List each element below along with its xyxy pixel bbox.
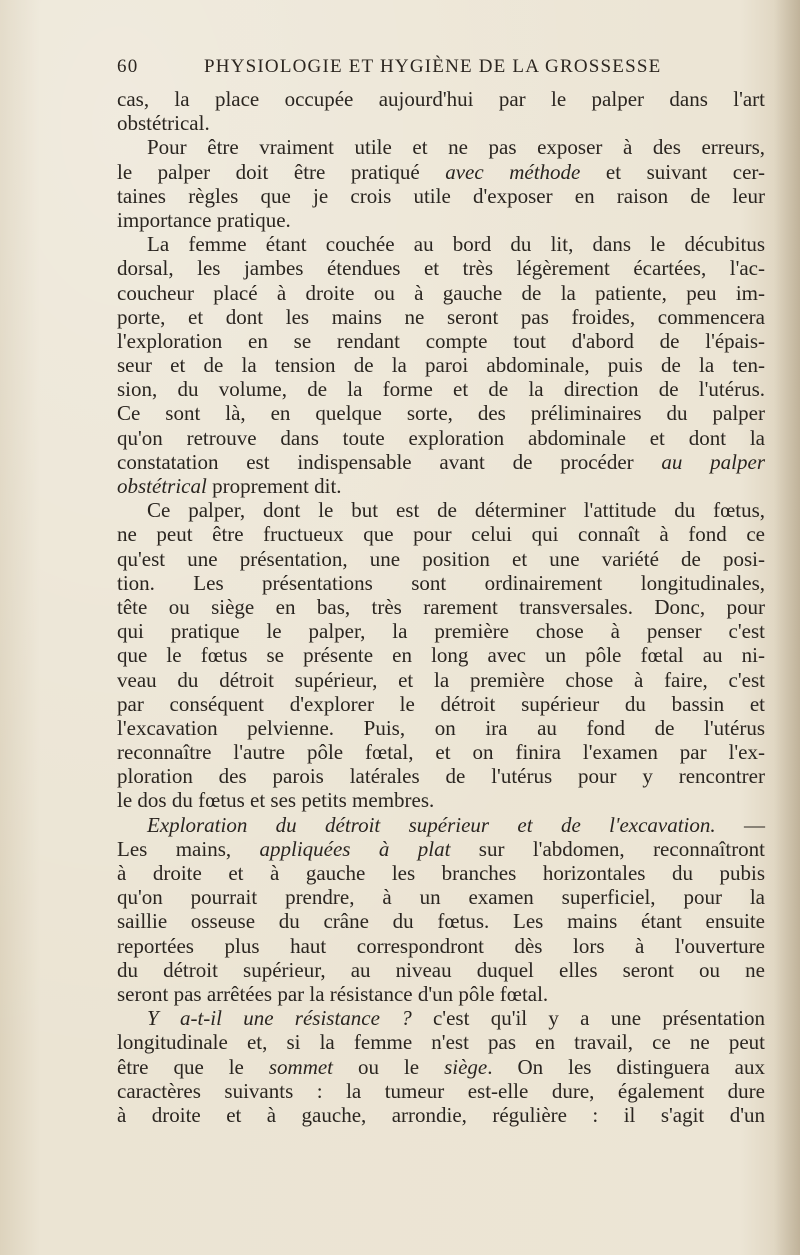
text-run: reconnaître l'autre pôle fœtal, et on finira l'examen par l'ex- — [117, 740, 765, 765]
text-run: cas, la place occupée aujourd'hui par le palper dans l'art — [117, 87, 765, 111]
text-run: Les mains, — [117, 836, 260, 861]
text-line — [117, 909, 765, 933]
text-line — [117, 232, 765, 256]
text-line — [117, 208, 765, 232]
text-line — [117, 1079, 765, 1103]
text-line — [117, 474, 765, 498]
text-line — [117, 353, 765, 377]
text-run: porte, et dont les mains ne seront pas froides, commencera — [117, 304, 765, 329]
text-run: le dos du fœtus et ses petits membres. — [117, 788, 435, 813]
text-run: sur l'abdomen, reconnaîtront — [450, 836, 766, 861]
text-line — [117, 934, 765, 958]
text-run: ploration des parois latérales de l'utérus pour y rencontrer — [117, 764, 765, 789]
text-run: le palper doit être pratiqué — [117, 159, 446, 184]
text-line — [117, 329, 765, 353]
text-line — [117, 958, 765, 982]
text-run: qu'on pourrait prendre, à un examen superficiel, pour la — [117, 885, 765, 910]
text-line — [117, 643, 765, 667]
text-line — [117, 1006, 765, 1030]
text-run: sion, du volume, de la forme et de la direction de l'utérus. — [117, 377, 765, 402]
text-line — [117, 1103, 765, 1127]
text-run: qu'on retrouve dans toute exploration abdominale et dont la — [117, 425, 765, 450]
text-run: c'est qu'il y a une présentation — [411, 1006, 765, 1031]
italic-text: Exploration du détroit supérieur et de l'excavation. — [147, 812, 716, 837]
text-run: ou le — [333, 1054, 445, 1079]
text-run: du détroit supérieur, au niveau duquel elles seront ou ne — [117, 957, 765, 982]
text-run: caractères suivants : la tumeur est-elle dure, également dure — [117, 1078, 765, 1103]
text-run: constatation est indispensable avant de procéder — [117, 449, 662, 474]
text-run: La femme étant couchée au bord du lit, dans le décubitus — [147, 232, 765, 257]
text-line — [117, 256, 765, 280]
text-line — [117, 885, 765, 909]
italic-text: appliquées à plat — [259, 836, 451, 861]
text-run: importance pratique. — [117, 207, 291, 232]
text-line — [117, 668, 765, 692]
text-line — [117, 547, 765, 571]
text-line — [117, 837, 765, 861]
text-line — [117, 305, 765, 329]
text-run: saillie osseuse du crâne du fœtus. Les mains étant ensuite — [117, 909, 765, 934]
text-run: seront pas arrêtées par la résistance d'un pôle fœtal. — [117, 981, 549, 1006]
text-line — [117, 1030, 765, 1054]
text-run: longitudinale et, si la femme n'est pas en travail, ce ne peut — [117, 1030, 765, 1055]
italic-text: siège — [444, 1054, 488, 1079]
text-line — [117, 619, 765, 643]
text-run: proprement dit. — [206, 474, 342, 498]
running-title: PHYSIOLOGIE ET HYGIÈNE DE LA GROSSESSE — [204, 56, 662, 77]
text-line — [117, 426, 765, 450]
text-run: seur et de la tension de la paroi abdominale, puis de la ten- — [117, 353, 765, 378]
text-line — [117, 184, 765, 208]
text-run: l'excavation pelvienne. Puis, on ira au fond de l'utérus — [117, 715, 765, 740]
text-run: veau du détroit supérieur, et la première chose à faire, c'est — [117, 667, 765, 692]
text-line — [117, 498, 765, 522]
text-line — [117, 740, 765, 764]
text-line — [117, 788, 765, 812]
text-run: tête ou siège en bas, très rarement transversales. Donc, pour — [117, 594, 765, 619]
text-line — [117, 160, 765, 184]
text-run: à droite et à gauche, arrondie, régulière : il s'agit d'un — [117, 1102, 765, 1127]
text-run: coucheur placé à droite ou à gauche de la patiente, peu im- — [117, 280, 765, 305]
text-run: taines règles que je crois utile d'exposer en raison de leur — [117, 183, 765, 208]
text-line — [117, 87, 765, 111]
text-run: être que le — [117, 1054, 269, 1079]
text-run: ne peut être fructueux que pour celui qui connaît à fond ce — [117, 522, 765, 547]
text-run: — — [715, 812, 766, 837]
italic-text: obstétrical — [117, 474, 207, 498]
text-run: et suivant cer- — [580, 159, 765, 184]
page-edge-shadow — [774, 0, 800, 1255]
text-run: que le fœtus se présente en long avec un pôle fœtal au ni- — [117, 643, 765, 668]
italic-text: avec méthode — [445, 159, 581, 184]
italic-text: Y a-t-il une résistance ? — [147, 1006, 412, 1031]
text-run: reportées plus haut correspondront dès lors à l'ouverture — [117, 933, 765, 958]
text-run: par conséquent d'explorer le détroit supérieur du bassin et — [117, 691, 765, 716]
text-line — [117, 401, 765, 425]
text-run: qui pratique le palper, la première chose à penser c'est — [117, 619, 765, 644]
page-number: 60 — [117, 56, 139, 77]
text-run: . On les distinguera aux — [487, 1054, 765, 1079]
text-run: Ce sont là, en quelque sorte, des préliminaires du palper — [117, 401, 765, 426]
text-line — [117, 450, 765, 474]
italic-text: au palper — [661, 449, 766, 474]
text-line — [117, 716, 765, 740]
text-run: dorsal, les jambes étendues et très légèrement écartées, l'ac- — [117, 256, 765, 281]
text-run: qu'est une présentation, une position et une variété de posi- — [117, 546, 765, 571]
text-line — [117, 111, 765, 135]
text-line — [117, 982, 765, 1006]
text-line — [117, 135, 765, 159]
text-run: l'exploration en se rendant compte tout d'abord de l'épais- — [117, 328, 765, 353]
text-line — [117, 692, 765, 716]
text-line — [117, 281, 765, 305]
running-header — [117, 56, 662, 80]
text-run: Pour être vraiment utile et ne pas exposer à des erreurs, — [147, 135, 765, 160]
italic-text: sommet — [268, 1054, 334, 1079]
text-run: à droite et à gauche les branches horizontales du pubis — [117, 861, 765, 885]
text-line — [117, 522, 765, 546]
text-run: Ce palper, dont le but est de déterminer l'attitude du fœtus, — [147, 498, 765, 523]
text-run: obstétrical. — [117, 111, 210, 136]
text-line — [117, 595, 765, 619]
text-line — [117, 764, 765, 788]
text-line — [117, 861, 765, 885]
text-line — [117, 571, 765, 595]
text-line — [117, 813, 765, 837]
body-text — [117, 87, 765, 1127]
text-run: tion. Les présentations sont ordinairement longitudinales, — [117, 570, 765, 595]
text-line — [117, 377, 765, 401]
text-line — [117, 1055, 765, 1079]
